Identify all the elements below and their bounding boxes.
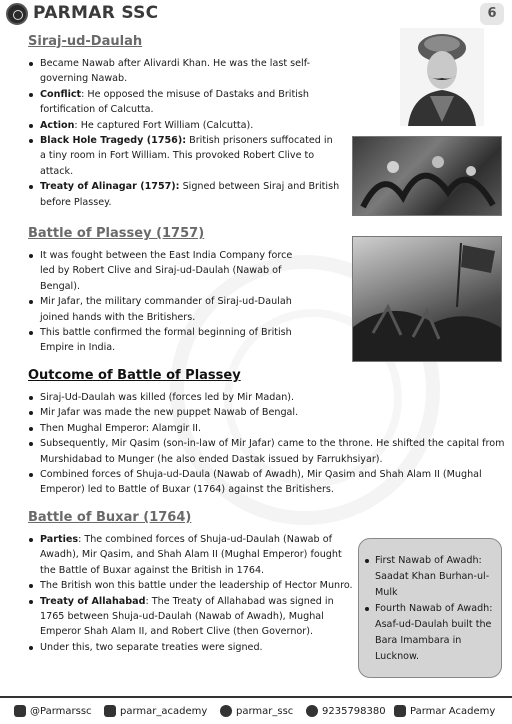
list-item: It was fought between the East India Company force led by Robert Clive and Siraj-ud-Daulah (Nawab of Bengal).: [28, 248, 296, 294]
note-item: First Nawab of Awadh: Saadat Khan Burhan-ul-Mulk: [365, 553, 501, 601]
academy-logo-icon: [394, 705, 406, 717]
list-item: Mir Jafar, the military commander of Siraj-ud-Daulah joined hands with the Britishers.: [28, 294, 296, 325]
youtube-icon: [14, 705, 26, 717]
list-item: Treaty of Alinagar (1757): Signed between Siraj and British before Plassey.: [28, 179, 340, 210]
list-item: Black Hole Tragedy (1756): British prisoners suffocated in a tiny room in Fort William. This provoked Robert Clive to attack.: [28, 133, 340, 179]
list-item: Mir Jafar was made the new puppet Nawab of Bengal.: [28, 405, 508, 420]
battle-plassey-image: [352, 236, 502, 362]
footer-app[interactable]: Parmar Academy: [394, 705, 495, 717]
siraj-portrait-image: [400, 28, 484, 126]
list-item: Parties: The combined forces of Shuja-ud-Daulah (Nawab of Awadh), Mir Qasim, and Shah Alam II (Mughal Emperor) fought the Battle of Buxar against the British in 1764.: [28, 532, 354, 578]
outcome-list: [28, 390, 508, 498]
list-item: Treaty of Allahabad: The Treaty of Allahabad was signed in 1765 between Shuja-ud-Daulah (Nawab of Awadh), Mughal Emperor Shah Alam II, and Robert Clive (then Governor).: [28, 594, 354, 640]
list-item: The British won this battle under the leadership of Hector Munro.: [28, 578, 354, 593]
list-item: Under this, two separate treaties were signed.: [28, 640, 354, 655]
telegram-icon: [220, 705, 232, 717]
siraj-list: [28, 56, 340, 210]
section-title-buxar: Battle of Buxar (1764): [28, 510, 192, 525]
awadh-note-box: [358, 538, 502, 678]
footer-instagram[interactable]: parmar_academy: [104, 705, 207, 717]
page-footer: [0, 700, 512, 724]
black-hole-scene-image: [352, 136, 502, 216]
list-item: Became Nawab after Alivardi Khan. He was the last self-governing Nawab.: [28, 56, 340, 87]
list-item: Subsequently, Mir Qasim (son-in-law of Mir Jafar) came to the throne. He shifted the capital from Murshidabad to Munger (he also ended Dastak issued by Farrukhsiyar).: [28, 436, 508, 467]
list-item: Combined forces of Shuja-ud-Daula (Nawab of Awadh), Mir Qasim and Shah Alam II (Mughal Emperor) led to Battle of Buxar (1764) against the Britishers.: [28, 467, 508, 498]
footer-telegram[interactable]: parmar_ssc: [220, 705, 293, 717]
list-item: This battle confirmed the formal beginning of British Empire in India.: [28, 325, 296, 356]
note-item: Fourth Nawab of Awadh: Asaf-ud-Daulah built the Bara Imambara in Lucknow.: [365, 601, 501, 665]
section-title-plassey: Battle of Plassey (1757): [28, 226, 205, 241]
footer-youtube[interactable]: @Parmarssc: [14, 705, 92, 717]
plassey-list: [28, 248, 296, 356]
footer-whatsapp[interactable]: 9235798380: [306, 705, 386, 717]
instagram-icon: [104, 705, 116, 717]
buxar-list: [28, 532, 354, 655]
section-title-outcome: Outcome of Battle of Plassey: [28, 368, 241, 383]
brand-logo-icon: [6, 3, 28, 25]
list-item: Action: He captured Fort William (Calcutta).: [28, 118, 340, 133]
page-number: 6: [480, 3, 504, 25]
whatsapp-icon: [306, 705, 318, 717]
footer-divider: [0, 696, 512, 698]
brand-title: PARMAR SSC: [33, 3, 159, 23]
list-item: Then Mughal Emperor: Alamgir II.: [28, 421, 508, 436]
section-title-siraj: Siraj-ud-Daulah: [28, 34, 143, 49]
list-item: Conflict: He opposed the misuse of Dastaks and British fortification of Calcutta.: [28, 87, 340, 118]
page-header: [0, 0, 512, 28]
list-item: Siraj-Ud-Daulah was killed (forces led by Mir Madan).: [28, 390, 508, 405]
